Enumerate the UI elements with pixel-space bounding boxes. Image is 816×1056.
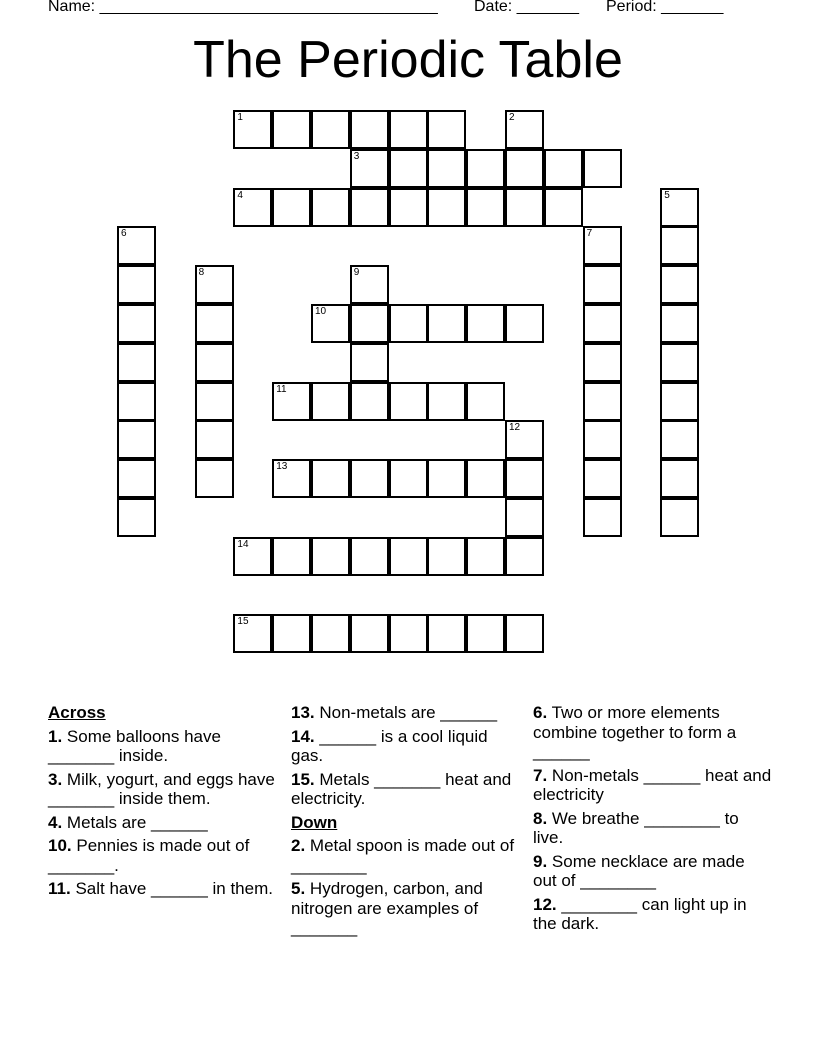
crossword-cell[interactable] [350, 304, 389, 343]
crossword-cell[interactable] [660, 498, 699, 537]
crossword-cell[interactable] [117, 459, 156, 498]
crossword-cell[interactable] [389, 149, 428, 188]
clue-number: 15 [237, 616, 249, 628]
clue-number: 1 [237, 112, 243, 123]
clue-across-11: 11. Salt have ______ in them. [48, 879, 273, 898]
crossword-cell[interactable] [427, 537, 466, 576]
clues-column-3 [533, 703, 773, 938]
crossword-cell[interactable] [544, 188, 583, 227]
clue-across-13: 13. Non-metals are ______ [291, 703, 498, 722]
crossword-cell[interactable] [466, 614, 505, 653]
crossword-cell[interactable] [583, 498, 622, 537]
crossword-cell[interactable] [505, 110, 544, 149]
across-heading: Across [48, 703, 106, 722]
crossword-cell[interactable] [272, 188, 311, 227]
crossword-cell[interactable] [389, 459, 428, 498]
crossword-cell[interactable] [311, 110, 350, 149]
crossword-cell[interactable] [583, 343, 622, 382]
crossword-cell[interactable] [660, 304, 699, 343]
clue-number: 11 [276, 383, 287, 395]
crossword-cell[interactable] [272, 537, 311, 576]
crossword-cell[interactable] [389, 110, 428, 149]
period-field: Period: _______ [606, 0, 724, 15]
crossword-cell[interactable] [195, 459, 234, 498]
crossword-cell[interactable] [272, 110, 311, 149]
crossword-cell[interactable] [117, 420, 156, 459]
crossword-cell[interactable] [466, 188, 505, 227]
clue-across-3: 3. Milk, yogurt, and eggs have _______ inside them. [48, 769, 275, 808]
clue-down-2: 2. Metal spoon is made out of ________ [291, 836, 515, 875]
crossword-cell[interactable] [583, 420, 622, 459]
crossword-cell[interactable] [117, 498, 156, 537]
clue-down-9: 9. Some necklace are made out of ________ [533, 851, 745, 890]
crossword-cell[interactable] [505, 498, 544, 537]
crossword-cell[interactable] [233, 188, 272, 227]
crossword-cell[interactable] [389, 382, 428, 421]
crossword-cell[interactable] [195, 420, 234, 459]
crossword-cell[interactable] [427, 149, 466, 188]
crossword-cell[interactable] [117, 226, 156, 265]
crossword-cell[interactable] [427, 188, 466, 227]
crossword-cell[interactable] [350, 343, 389, 382]
clue-down-8: 8. We breathe ________ to live. [533, 808, 739, 847]
crossword-cell[interactable] [272, 382, 311, 421]
crossword-cell[interactable] [466, 382, 505, 421]
crossword-cell[interactable] [660, 265, 699, 304]
clue-down-6: 6. Two or more elements combine together to form a ______ [533, 703, 737, 761]
crossword-cell[interactable] [583, 459, 622, 498]
crossword-cell[interactable] [660, 188, 699, 227]
clue-across-10: 10. Pennies is made out of _______. [48, 836, 250, 875]
crossword-cell[interactable] [311, 614, 350, 653]
name-field: Name: ______________________________________ [48, 0, 438, 15]
crossword-cell[interactable] [117, 304, 156, 343]
crossword-cell[interactable] [583, 149, 622, 188]
clue-number: 4 [237, 189, 243, 201]
crossword-cell[interactable] [233, 614, 272, 653]
crossword-cell[interactable] [466, 304, 505, 343]
crossword-cell[interactable] [427, 110, 466, 149]
clue-across-1: 1. Some balloons have _______ inside. [48, 726, 221, 765]
crossword-cell[interactable] [427, 382, 466, 421]
clue-number: 5 [664, 189, 670, 201]
crossword-cell[interactable] [117, 343, 156, 382]
crossword-cell[interactable] [195, 265, 234, 304]
clue-number: 12 [509, 422, 521, 434]
crossword-cell[interactable] [389, 614, 428, 653]
crossword-cell[interactable] [195, 304, 234, 343]
crossword-cell[interactable] [233, 537, 272, 576]
crossword-cell[interactable] [350, 149, 389, 188]
crossword-cell[interactable] [350, 110, 389, 149]
crossword-cell[interactable] [466, 149, 505, 188]
crossword-cell[interactable] [427, 614, 466, 653]
crossword-cell[interactable] [350, 614, 389, 653]
page-title: The Periodic Table [193, 31, 623, 89]
crossword-cell[interactable] [350, 265, 389, 304]
clue-number: 6 [121, 228, 127, 240]
crossword-cell[interactable] [583, 265, 622, 304]
crossword-cell[interactable] [272, 614, 311, 653]
crossword-cell[interactable] [466, 459, 505, 498]
crossword-cell[interactable] [544, 149, 583, 188]
clue-number: 8 [198, 267, 205, 279]
crossword-cell[interactable] [195, 382, 234, 421]
crossword-cell[interactable] [660, 382, 699, 421]
clue-down-5: 5. Hydrogen, carbon, and nitrogen are examples of _______ [291, 879, 483, 937]
crossword-cell[interactable] [427, 304, 466, 343]
clue-across-15: 15. Metals _______ heat and electricity. [291, 769, 512, 808]
clue-number: 13 [276, 461, 288, 473]
crossword-cell[interactable] [505, 304, 544, 343]
crossword-cell[interactable] [660, 459, 699, 498]
crossword-cell[interactable] [311, 188, 350, 227]
clue-number: 14 [237, 538, 249, 550]
crossword-cell[interactable] [117, 265, 156, 304]
crossword-cell[interactable] [389, 188, 428, 227]
crossword-cell[interactable] [583, 382, 622, 421]
clues-column-2 [291, 703, 519, 942]
crossword-cell[interactable] [505, 459, 544, 498]
clue-number: 3 [353, 150, 360, 162]
crossword-cell[interactable] [350, 188, 389, 227]
crossword-cell[interactable] [505, 614, 544, 653]
clue-number: 9 [353, 267, 360, 279]
crossword-cell[interactable] [583, 304, 622, 343]
clue-across-14: 14. ______ is a cool liquid gas. [291, 726, 488, 765]
crossword-cell[interactable] [311, 304, 350, 343]
clue-number: 10 [315, 306, 327, 317]
crossword-cell[interactable] [505, 188, 544, 227]
crossword-cell[interactable] [311, 459, 350, 498]
crossword-cell[interactable] [660, 420, 699, 459]
clue-across-4: 4. Metals are ______ [48, 812, 208, 832]
crossword-cell[interactable] [505, 420, 544, 459]
clue-down-12: 12. ________ can light up in the dark. [533, 894, 747, 933]
clue-down-7: 7. Non-metals ______ heat and electricity [533, 765, 772, 804]
clue-number: 2 [509, 112, 515, 123]
crossword-cell[interactable] [350, 382, 389, 421]
clue-number: 7 [586, 228, 593, 240]
date-field: Date: _______ [474, 0, 579, 15]
crossword-cell[interactable] [466, 537, 505, 576]
crossword-cell[interactable] [389, 537, 428, 576]
crossword-cell[interactable] [583, 226, 622, 265]
crossword-cell[interactable] [117, 382, 156, 421]
clues-column-1 [48, 703, 284, 903]
crossword-cell[interactable] [505, 149, 544, 188]
crossword-cell[interactable] [350, 459, 389, 498]
crossword-cell[interactable] [311, 382, 350, 421]
crossword-cell[interactable] [350, 537, 389, 576]
crossword-cell[interactable] [272, 459, 311, 498]
crossword-cell[interactable] [195, 343, 234, 382]
crossword-cell[interactable] [427, 459, 466, 498]
crossword-cell[interactable] [233, 110, 272, 149]
crossword-cell[interactable] [660, 226, 699, 265]
crossword-cell[interactable] [389, 304, 428, 343]
down-heading: Down [291, 812, 338, 832]
crossword-cell[interactable] [660, 343, 699, 382]
crossword-cell[interactable] [311, 537, 350, 576]
crossword-cell[interactable] [505, 537, 544, 576]
